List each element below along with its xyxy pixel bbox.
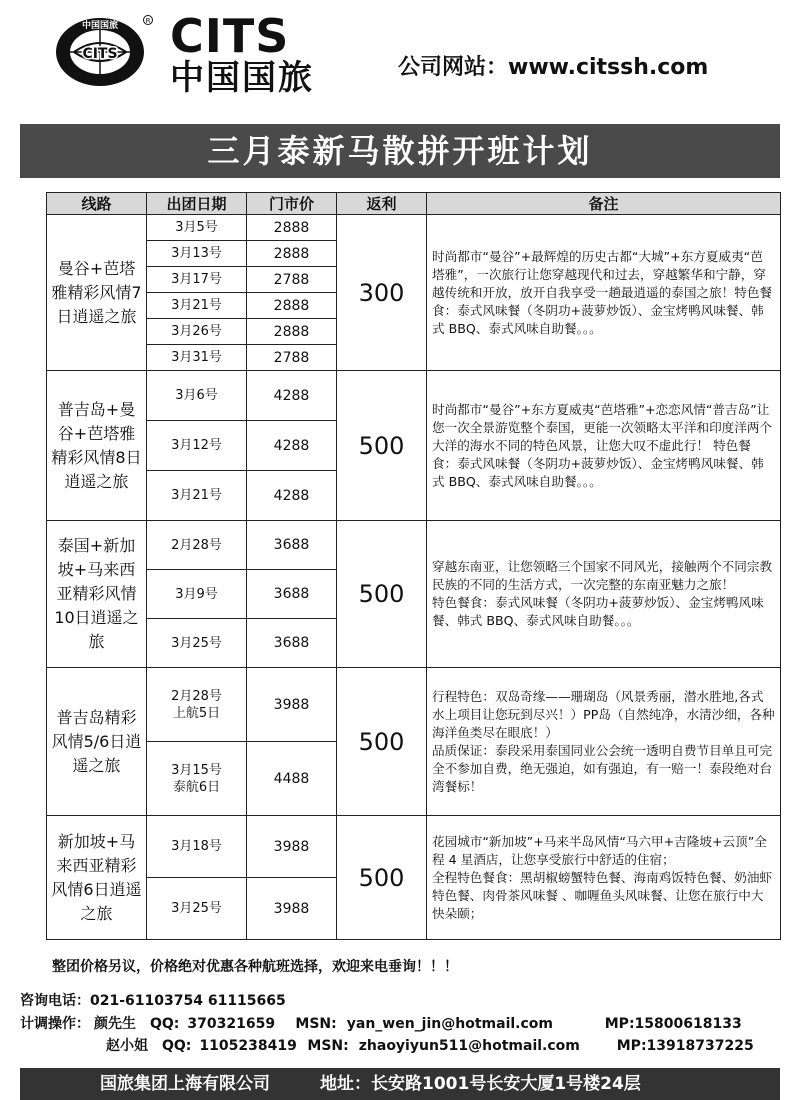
- cits-logo: [52, 14, 156, 88]
- route-cell: 曼谷+芭塔雅精彩风情7日逍遥之旅: [47, 215, 147, 371]
- date-cell: 3月26号: [147, 319, 247, 345]
- contact-name: 赵小姐: [106, 1038, 148, 1054]
- table-row: [47, 668, 781, 742]
- date-cell: 3月21号: [147, 471, 247, 521]
- date-line: 3月15号: [171, 762, 222, 778]
- msn-label: MSN:: [307, 1038, 349, 1054]
- price-cell: 3688: [247, 619, 337, 668]
- contact-row: [106, 1035, 754, 1055]
- note-text: 全程特色餐食：黑胡椒螃蟹特色餐、海南鸡饭特色餐、奶油虾特色餐、肉骨茶风味餐 、咖喱鱼头风味餐、让您在旅行中大快朵颐；: [432, 869, 773, 921]
- page-title: 三月泰新马散拼开班计划: [20, 124, 780, 178]
- date-cell: 3月21号: [147, 293, 247, 319]
- website-url[interactable]: www.citssh.com: [508, 55, 709, 80]
- table-row: [47, 816, 781, 878]
- price-cell: 2788: [247, 345, 337, 371]
- price-cell: 4288: [247, 421, 337, 471]
- website-label: 公司网站：: [398, 55, 509, 80]
- date-cell: 3月9号: [147, 570, 247, 619]
- header-note: 备注: [427, 193, 781, 215]
- brand: [170, 9, 314, 98]
- ops-label: 计调操作：: [20, 1016, 90, 1032]
- date-cell: 3月31号: [147, 345, 247, 371]
- brand-en: CITS: [170, 9, 290, 63]
- note-text: 穿越东南亚，让您领略三个国家不同风光，接触两个不同宗教民族的不同的生活方式，一次完整的东南亚魅力之旅！: [432, 559, 773, 592]
- date-cell: 2月28号: [147, 521, 247, 570]
- logo-ring-text: 中国国旅: [81, 21, 119, 31]
- header-date: 出团日期: [147, 193, 247, 215]
- date-cell: [147, 668, 247, 742]
- qq-label: QQ:: [150, 1016, 180, 1032]
- note-cell: [427, 215, 781, 371]
- rebate-cell: 500: [337, 371, 427, 521]
- header-rebate: 返利: [337, 193, 427, 215]
- consult-phone: [20, 990, 286, 1010]
- contact-name: 颜先生: [94, 1016, 136, 1032]
- date-cell: 3月12号: [147, 421, 247, 471]
- price-cell: 2788: [247, 267, 337, 293]
- price-cell: 3988: [247, 878, 337, 940]
- route-cell: 普吉岛精彩风情5/6日逍遥之旅: [47, 668, 147, 816]
- table-row: [47, 521, 781, 570]
- header-price: 门市价: [247, 193, 337, 215]
- brand-cn: 中国国旅: [170, 58, 314, 98]
- price-cell: 4288: [247, 471, 337, 521]
- registered-mark: R: [145, 17, 151, 25]
- note-cell: [427, 668, 781, 816]
- logo-inner-text: CITS: [82, 46, 118, 62]
- note-text: 行程特色：双岛奇缘——珊瑚岛（风景秀丽，潜水胜地,各式水上项目让您玩到尽兴！）PP岛（自然纯净，水清沙细，各种海洋鱼类尽在眼底！）: [432, 688, 775, 740]
- note-cell: [427, 521, 781, 668]
- consult-label: 咨询电话：: [20, 993, 90, 1009]
- date-line: 2月28号: [171, 688, 222, 704]
- mp-number: 15800618133: [634, 1016, 742, 1032]
- date-cell: 3月6号: [147, 371, 247, 421]
- qq-label: QQ:: [162, 1038, 192, 1054]
- route-cell: 泰国+新加坡+马来西亚精彩风情10日逍遥之旅: [47, 521, 147, 668]
- price-cell: 2888: [247, 241, 337, 267]
- price-cell: 3688: [247, 521, 337, 570]
- table-header-row: [47, 193, 781, 215]
- price-cell: 2888: [247, 293, 337, 319]
- note-text: 时尚都市“曼谷”+最辉煌的历史古都“大城”+东方夏威夷“芭塔雅”，一次旅行让您穿越现代和过去，穿越繁华和宁静，穿越传统和开放，放开自我享受一趟最逍遥的泰国之旅！特色餐食：泰式风味餐（冬阴功+菠萝炒饭）、金宝烤鸭风味餐、韩式 BBQ、泰式风味自助餐。。。: [432, 248, 773, 336]
- qq-number: 370321659: [187, 1016, 276, 1032]
- qq-number: 1105238419: [199, 1038, 297, 1054]
- contact-row: [20, 1013, 742, 1033]
- note-text: 花园城市“新加坡”+马来半岛风情“马六甲+吉隆坡+云顶”全程 4 星酒店，让您享受旅行中舒适的住宿；: [432, 833, 767, 867]
- price-cell: 4288: [247, 371, 337, 421]
- price-cell: 3988: [247, 668, 337, 742]
- date-cell: 3月5号: [147, 215, 247, 241]
- note-cell: [427, 371, 781, 521]
- date-cell: [147, 742, 247, 816]
- price-cell: 4488: [247, 742, 337, 816]
- date-cell: 3月17号: [147, 267, 247, 293]
- tour-schedule-table: [46, 192, 781, 940]
- address-text: 长安路1001号长安大厦1号楼24层: [371, 1074, 641, 1094]
- route-cell: 新加坡+马来西亚精彩风情6日逍遥之旅: [47, 816, 147, 940]
- date-cell: 3月18号: [147, 816, 247, 878]
- note-text: 品质保证：泰段采用泰国同业公会统一透明自费节目单且可完全不参加自费，绝无强迫，如有强迫，有一赔一！泰段绝对台湾餐标！: [432, 742, 773, 794]
- date-cell: 3月13号: [147, 241, 247, 267]
- price-cell: 2888: [247, 215, 337, 241]
- mp-label: MP:: [616, 1038, 647, 1054]
- date-cell: 3月25号: [147, 619, 247, 668]
- website: [398, 50, 708, 81]
- footer-note: 整团价格另议，价格绝对优惠各种航班选择，欢迎来电垂询！！！: [52, 959, 458, 975]
- date-cell: 3月25号: [147, 878, 247, 940]
- msn-address[interactable]: zhaoyiyun511@hotmail.com: [358, 1038, 580, 1054]
- rebate-cell: 500: [337, 816, 427, 940]
- company-address-bar: [20, 1068, 780, 1100]
- msn-label: MSN:: [295, 1016, 337, 1032]
- table-row: [47, 371, 781, 421]
- note-text: 时尚都市“曼谷”+东方夏威夷“芭塔雅”+恋恋风情“普吉岛”让您一次全景游览整个泰国，更能一次领略太平洋和印度洋两个大洋的海水不同的特色风景，让您大叹不虚此行！ 特色餐食：泰式风味餐（冬阴功+菠萝炒饭）、金宝烤鸭风味餐、韩式 BBQ、泰式风味自助餐。。。: [432, 401, 773, 489]
- note-cell: [427, 816, 781, 940]
- header-route: 线路: [47, 193, 147, 215]
- note-text: 特色餐食：泰式风味餐（冬阴功+菠萝炒饭）、金宝烤鸭风味餐、韩式 BBQ、泰式风味自助餐。。。: [432, 595, 764, 628]
- route-cell: 普吉岛+曼谷+芭塔雅精彩风情8日逍遥之旅: [47, 371, 147, 521]
- rebate-cell: 300: [337, 215, 427, 371]
- date-line: 上航5日: [172, 705, 221, 721]
- rebate-cell: 500: [337, 668, 427, 816]
- mp-number: 13918737225: [646, 1038, 754, 1054]
- rebate-cell: 500: [337, 521, 427, 668]
- price-cell: 3688: [247, 570, 337, 619]
- price-cell: 3988: [247, 816, 337, 878]
- company-name: 国旅集团上海有限公司: [100, 1074, 270, 1094]
- mp-label: MP:: [604, 1016, 635, 1032]
- consult-phones: 021-61103754 61115665: [90, 993, 286, 1009]
- price-cell: 2888: [247, 319, 337, 345]
- msn-address[interactable]: yan_wen_jin@hotmail.com: [346, 1016, 553, 1032]
- address-label: 地址：: [320, 1074, 371, 1094]
- date-line: 泰航6日: [172, 779, 221, 795]
- table-row: [47, 215, 781, 241]
